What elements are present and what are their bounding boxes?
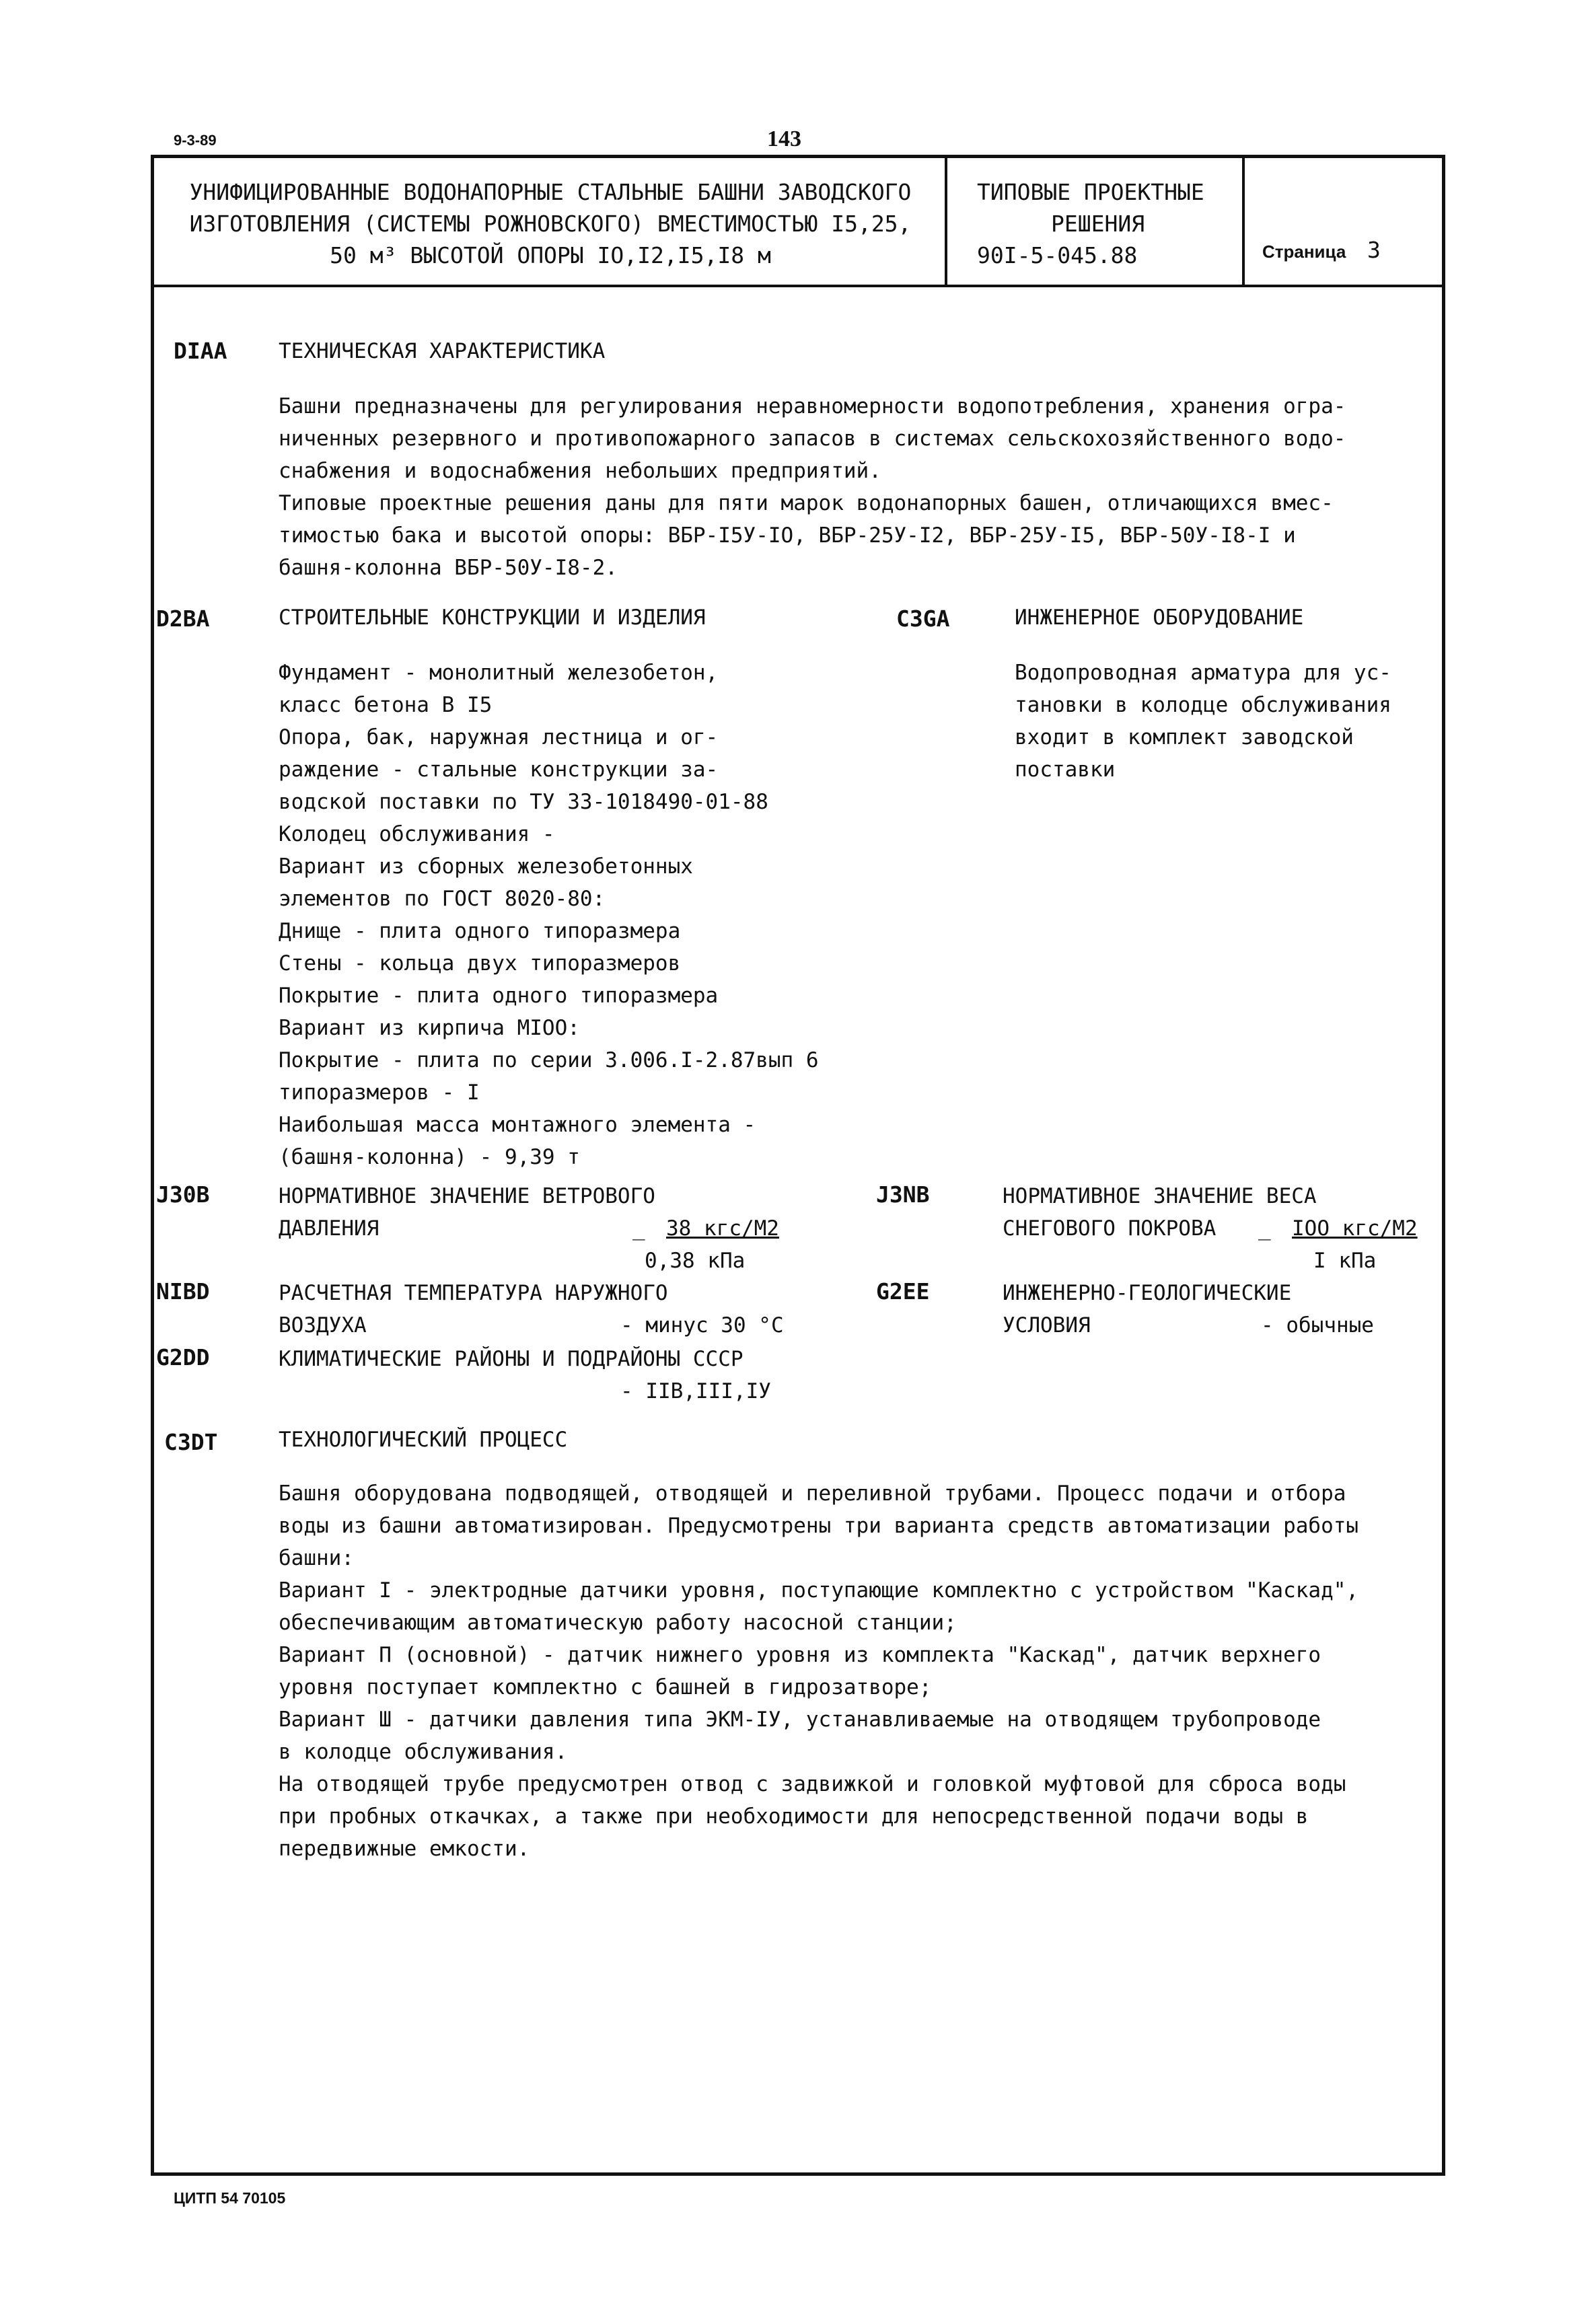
text-line: Вариант из сборных железобетонных xyxy=(279,854,693,879)
page-value: 3 xyxy=(1367,237,1381,263)
section-heading-constr: СТРОИТЕЛЬНЫЕ КОНСТРУКЦИИ И ИЗДЕЛИЯ xyxy=(279,606,706,630)
section-code-geo: G2EE xyxy=(876,1278,930,1305)
snow-dash: _ xyxy=(1258,1216,1271,1241)
footer-code: ЦИТП 54 70105 xyxy=(174,2189,286,2207)
temp-label-1: РАСЧЕТНАЯ ТЕМПЕРАТУРА НАРУЖНОГО xyxy=(279,1281,668,1305)
text-line: Водопроводная арматура для ус- xyxy=(1015,661,1391,685)
section-code-climate: G2DD xyxy=(156,1344,210,1370)
section-code-process: C3DT xyxy=(164,1429,218,1455)
text-line: тановки в колодце обслуживания xyxy=(1015,693,1391,717)
page-number: 143 xyxy=(767,126,801,151)
text-line: Вариант из кирпича MIOO: xyxy=(279,1016,580,1040)
text-line: в колодце обслуживания. xyxy=(279,1740,568,1764)
header-series-line: РЕШЕНИЯ xyxy=(1051,211,1145,237)
text-line: Колодец обслуживания - xyxy=(279,822,555,846)
geo-value: - обычные xyxy=(1261,1313,1374,1337)
text-line: передвижные емкости. xyxy=(279,1837,530,1861)
section-heading-process: ТЕХНОЛОГИЧЕСКИЙ ПРОЦЕСС xyxy=(279,1428,568,1452)
text-line: Фундамент - монолитный железобетон, xyxy=(279,661,719,685)
text-line: Опора, бак, наружная лестница и ог- xyxy=(279,725,719,749)
geo-label-2: УСЛОВИЯ xyxy=(1003,1313,1091,1337)
text-line: Покрытие - плита по серии 3.006.I-2.87вып 6 xyxy=(279,1048,819,1072)
text-line: типоразмеров - I xyxy=(279,1080,480,1105)
text-line: при пробных откачках, а также при необходимости для непосредственной подачи воды в xyxy=(279,1804,1309,1829)
text-line: Вариант П (основной) - датчик нижнего уровня из комплекта "Каскад", датчик верхнего xyxy=(279,1643,1321,1667)
header-series-line: ТИПОВЫЕ ПРОЕКТНЫЕ xyxy=(977,179,1204,205)
text-line: раждение - стальные конструкции за- xyxy=(279,758,719,782)
text-line: Стены - кольца двух типоразмеров xyxy=(279,951,681,976)
section-code-constr: D2BA xyxy=(156,606,210,632)
text-line: Вариант Ш - датчики давления типа ЭКМ-IУ, устанавливаемые на отводящем трубопроводе xyxy=(279,1708,1321,1732)
text-line: обеспечивающим автоматическую работу насосной станции; xyxy=(279,1611,957,1635)
section-code-equip: C3GA xyxy=(896,606,950,632)
header-series-number: 90I-5-045.88 xyxy=(977,242,1138,268)
text-line: снабжения и водоснабжения небольших предприятий. xyxy=(279,459,881,483)
text-line: Башня оборудована подводящей, отводящей и переливной трубами. Процесс подачи и отбора xyxy=(279,1481,1346,1506)
section-code-snow: J3NB xyxy=(876,1181,930,1208)
text-line: элементов по ГОСТ 8020-80: xyxy=(279,887,606,911)
text-line: водской поставки по ТУ 33-1018490-01-88 xyxy=(279,790,768,814)
header-col-divider-1 xyxy=(945,155,947,286)
text-line: Покрытие - плита одного типоразмера xyxy=(279,984,719,1008)
section-code-temp: NIBD xyxy=(156,1278,210,1305)
section-heading-equip: ИНЖЕНЕРНОЕ ОБОРУДОВАНИЕ xyxy=(1015,606,1304,630)
header-title xyxy=(156,176,945,271)
climate-value: - IIВ,III,IУ xyxy=(620,1379,771,1403)
text-line: поставки xyxy=(1015,758,1116,782)
text-line: башня-колонна ВБР-50У-I8-2. xyxy=(279,556,618,580)
page-label: Страница xyxy=(1262,242,1346,262)
text-line: уровня поступает комплектно с башней в гидрозатворе; xyxy=(279,1675,932,1699)
header-divider xyxy=(151,285,1445,287)
constr-text xyxy=(279,657,819,1173)
snow-value-kpa: I кПа xyxy=(1313,1249,1377,1273)
header-title-line: 50 м³ ВЫСОТОЙ ОПОРЫ IO,I2,I5,I8 м xyxy=(330,242,771,268)
header-page xyxy=(1262,237,1381,263)
temp-value: - минус 30 °С xyxy=(620,1313,784,1337)
snow-label-2: СНЕГОВОГО ПОКРОВА xyxy=(1003,1216,1217,1241)
snow-label-1: НОРМАТИВНОЕ ЗНАЧЕНИЕ ВЕСА xyxy=(1003,1184,1317,1208)
section-code-tech: DIAA xyxy=(174,338,227,364)
text-line: тимостью бака и высотой опоры: ВБР-I5У-IO, ВБР-25У-I2, ВБР-25У-I5, ВБР-50У-I8-I и xyxy=(279,523,1296,548)
section-heading-tech: ТЕХНИЧЕСКАЯ ХАРАКТЕРИСТИКА xyxy=(279,339,606,363)
equip-text xyxy=(1015,657,1391,786)
text-line: воды из башни автоматизирован. Предусмотрены три варианта средств автоматизации работы xyxy=(279,1514,1359,1538)
text-line: входит в комплект заводской xyxy=(1015,725,1354,749)
wind-value: 38 кгс/М2 xyxy=(666,1216,779,1241)
text-line: Днище - плита одного типоразмера xyxy=(279,919,681,943)
header-series xyxy=(977,176,1204,271)
wind-label-1: НОРМАТИВНОЕ ЗНАЧЕНИЕ ВЕТРОВОГО xyxy=(279,1184,655,1208)
section-code-wind: J30B xyxy=(156,1181,210,1208)
text-line: Типовые проектные решения даны для пяти марок водонапорных башен, отличающихся вмес- xyxy=(279,491,1334,515)
text-line: На отводящей трубе предусмотрен отвод с задвижкой и головкой муфтовой для сброса воды xyxy=(279,1772,1346,1796)
header-title-line: ИЗГОТОВЛЕНИЯ (СИСТЕМЫ РОЖНОВСКОГО) ВМЕСТИМОСТЬЮ I5,25, xyxy=(189,211,912,237)
text-line: класс бетона В I5 xyxy=(279,693,493,717)
snow-value: IOO кгс/М2 xyxy=(1292,1216,1418,1241)
text-line: Башни предназначены для регулирования неравномерности водопотребления, хранения огра- xyxy=(279,394,1346,418)
header-col-divider-2 xyxy=(1242,155,1245,286)
text-line: башни: xyxy=(279,1546,354,1570)
geo-label-1: ИНЖЕНЕРНО-ГЕОЛОГИЧЕСКИЕ xyxy=(1003,1281,1292,1305)
text-line: (башня-колонна) - 9,39 т xyxy=(279,1145,580,1169)
temp-label-2: ВОЗДУХА xyxy=(279,1313,367,1337)
wind-dash: _ xyxy=(632,1216,645,1241)
text-line: ниченных резервного и противопожарного запасов в системах сельскохозяйственного водо- xyxy=(279,427,1346,451)
wind-label-2: ДАВЛЕНИЯ xyxy=(279,1216,379,1241)
text-line: Вариант I - электродные датчики уровня, поступающие комплектно с устройством "Каскад", xyxy=(279,1578,1359,1603)
wind-value-kpa: 0,38 кПа xyxy=(645,1249,746,1273)
process-text xyxy=(279,1477,1358,1865)
tech-text xyxy=(279,390,1346,584)
text-line: Наибольшая масса монтажного элемента - xyxy=(279,1113,756,1137)
climate-label: КЛИМАТИЧЕСКИЕ РАЙОНЫ И ПОДРАЙОНЫ СССР xyxy=(279,1347,743,1371)
document-code: 9-3-89 xyxy=(174,132,217,149)
header-title-line: УНИФИЦИРОВАННЫЕ ВОДОНАПОРНЫЕ СТАЛЬНЫЕ БАШНИ ЗАВОДСКОГО xyxy=(189,179,912,205)
